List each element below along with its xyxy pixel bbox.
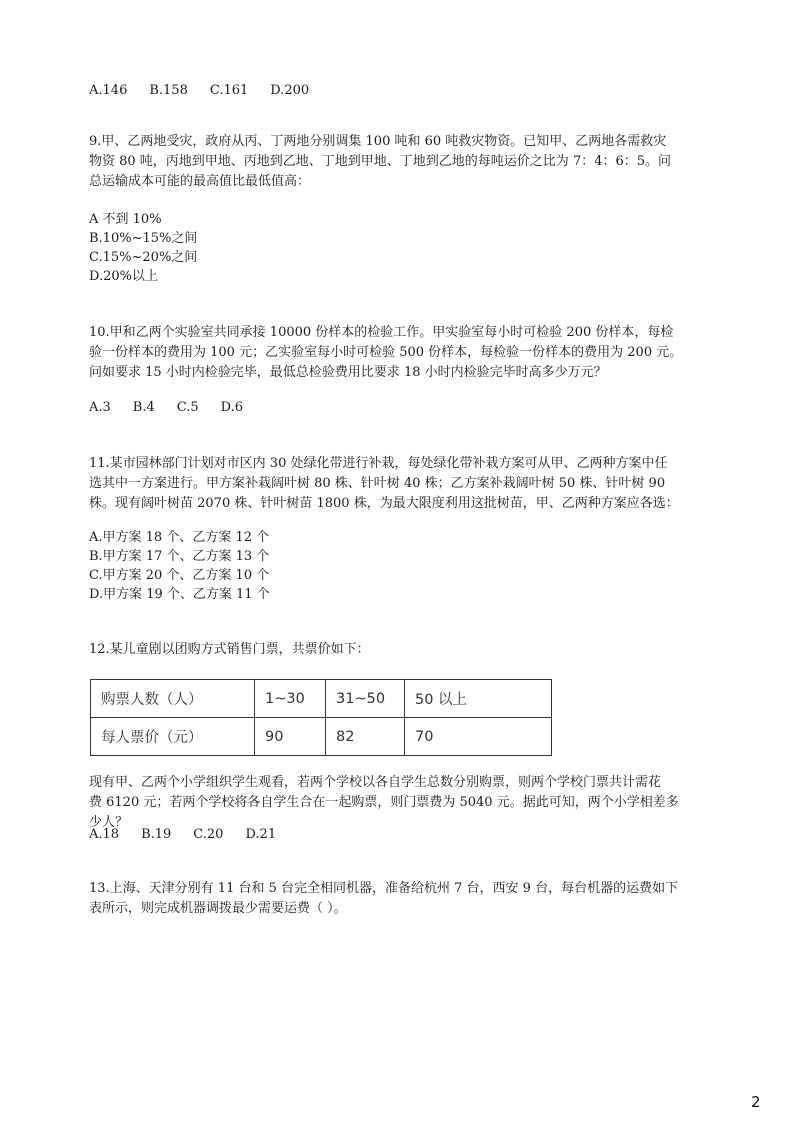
q10-option-a: A.3 xyxy=(89,400,111,415)
q9-text-line-1: 9.甲、乙两地受灾，政府从丙、丁两地分别调集 100 吨和 60 吨救灾物资。已知甲、乙两地各需救灾 xyxy=(89,134,667,149)
table-cell: 90 xyxy=(255,718,326,756)
q8-option-b: B.158 xyxy=(149,83,188,98)
q8-options xyxy=(89,81,309,101)
q11-text-line-2: 选其中一方案进行。甲方案补栽阔叶树 80 株、针叶树 40 株；乙方案补栽阔叶树 50 株、针叶树 90 xyxy=(89,476,666,491)
q10-text-line-3: 问如要求 15 小时内检验完毕，最低总检验费用比要求 18 小时内检验完毕时高多少万元？ xyxy=(89,365,607,380)
page-number: 2 xyxy=(751,1093,761,1111)
q11-option-b: B.甲方案 17 个、乙方案 13 个 xyxy=(89,549,270,564)
q13-text-line-1: 13.上海、天津分别有 11 台和 5 台完全相同机器，准备给杭州 7 台，西安 9 台，每台机器的运费如下 xyxy=(89,881,679,896)
q12-option-a: A.18 xyxy=(89,827,120,842)
q12-options xyxy=(89,825,276,845)
q12-option-c: C.20 xyxy=(193,827,224,842)
q11-text-line-1: 11.某市园林部门计划对市区内 30 处绿化带进行补栽，每处绿化带补栽方案可从甲、乙两种方案中任 xyxy=(89,456,668,471)
table-cell: 50 以上 xyxy=(405,680,552,718)
q12-text-line-3: 少人？ xyxy=(89,815,129,830)
q8-option-c: C.161 xyxy=(209,83,249,98)
q9-option-c: C.15%~20%之间 xyxy=(89,250,198,265)
ticket-price-table xyxy=(90,679,552,756)
table-cell: 1~30 xyxy=(255,680,326,718)
q10-options xyxy=(89,398,243,418)
table-row xyxy=(91,680,552,718)
q10-option-d: D.6 xyxy=(220,400,244,415)
table-cell: 82 xyxy=(326,718,405,756)
table-cell: 70 xyxy=(405,718,552,756)
q12-text-line-2: 费 6120 元；若两个学校将各自学生合在一起购票，则门票费为 5040 元。据此可知，两个小学相差多 xyxy=(89,795,679,810)
q9-option-b: B.10%~15%之间 xyxy=(89,231,198,246)
q11-option-a: A.甲方案 18 个、乙方案 12 个 xyxy=(89,530,270,545)
q12-text-line-1: 现有甲、乙两个小学组织学生观看，若两个学校以各自学生总数分别购票，则两个学校门票共计需花 xyxy=(89,775,662,790)
q8-option-a: A.146 xyxy=(89,83,128,98)
q10-text-line-1: 10.甲和乙两个实验室共同承接 10000 份样本的检验工作。甲实验室每小时可检验 200 份样本，每检 xyxy=(89,325,674,340)
q12-intro: 12.某儿童剧以团购方式销售门票，共票价如下： xyxy=(89,642,370,657)
q9-text-line-2: 物资 80 吨，丙地到甲地、丙地到乙地、丁地到甲地、丁地到乙地的每吨运价之比为 7：4：6：5。问 xyxy=(89,154,672,169)
q10-option-b: B.4 xyxy=(132,400,155,415)
q8-option-d: D.200 xyxy=(270,83,310,98)
q11-option-c: C.甲方案 20 个、乙方案 10 个 xyxy=(89,568,270,583)
q13-text-line-2: 表所示，则完成机器调拨最少需要运费（ ）。 xyxy=(89,901,347,916)
q12-option-d: D.21 xyxy=(245,827,277,842)
q12-option-b: B.19 xyxy=(141,827,172,842)
table-row xyxy=(91,718,552,756)
table-cell: 每人票价（元） xyxy=(91,718,255,756)
q9-option-d: D.20%以上 xyxy=(89,269,158,284)
q9-text-line-3: 总运输成本可能的最高值比最低值高： xyxy=(89,174,311,189)
q9-option-a: A 不到 10% xyxy=(89,212,162,227)
q11-option-d: D.甲方案 19 个、乙方案 11 个 xyxy=(89,587,270,602)
q10-option-c: C.5 xyxy=(176,400,199,415)
q10-text-line-2: 验一份样本的费用为 100 元；乙实验室每小时可检验 500 份样本，每检验一份样本的费用为 200 元。 xyxy=(89,345,683,360)
table-cell: 购票人数（人） xyxy=(91,680,255,718)
q11-text-line-3: 株。现有阔叶树苗 2070 株、针叶树苗 1800 株，为最大限度利用这批树苗，甲、乙两种方案应各选： xyxy=(89,496,679,511)
table-cell: 31~50 xyxy=(326,680,405,718)
